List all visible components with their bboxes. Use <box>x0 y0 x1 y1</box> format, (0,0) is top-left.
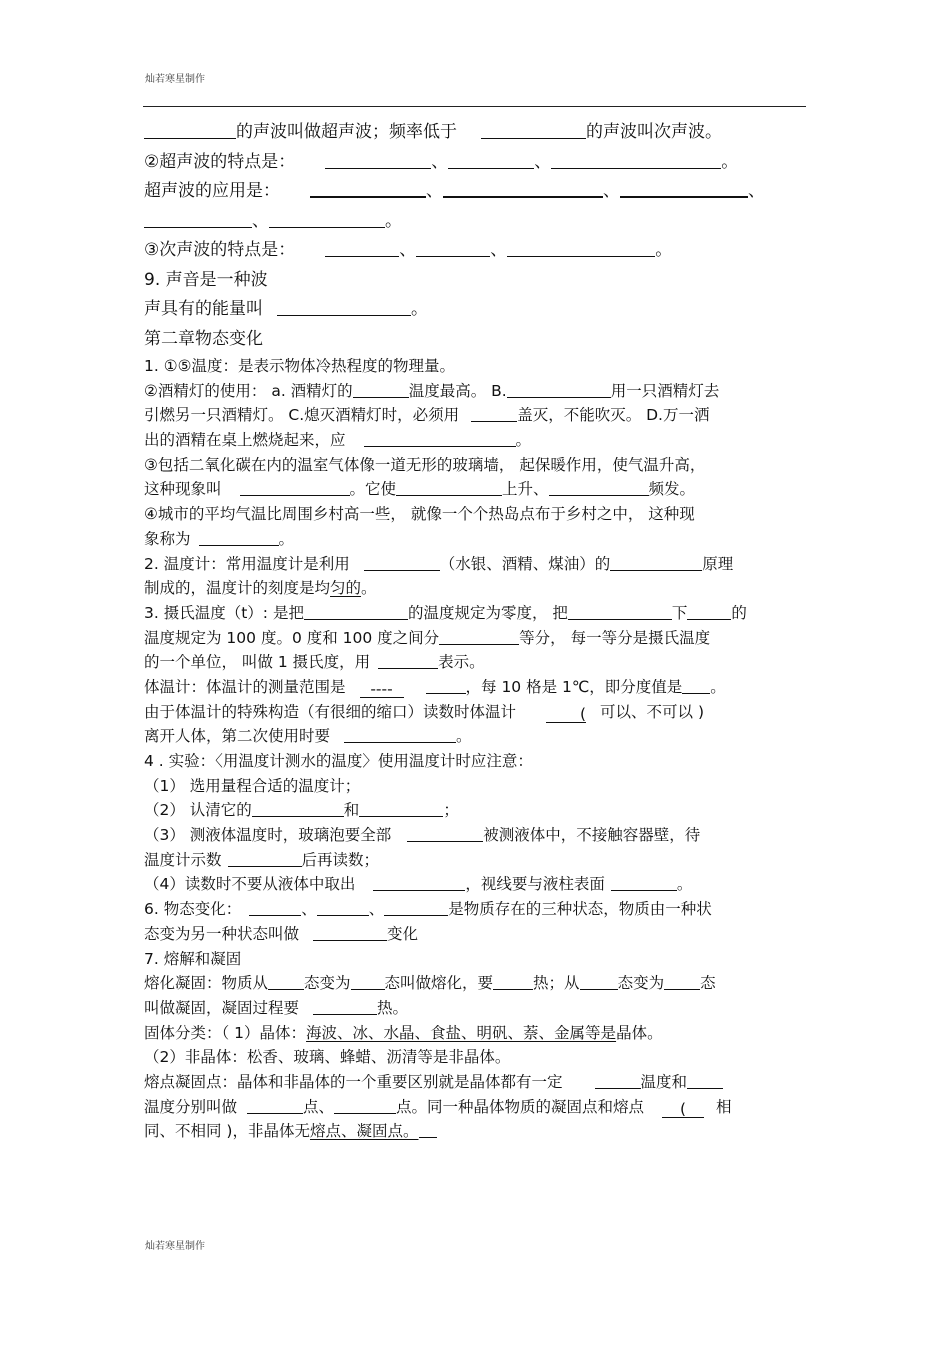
blank[interactable] <box>595 1072 641 1089</box>
blank[interactable] <box>481 122 586 139</box>
line-state-change-2: 态变为另一种状态叫做 变化 <box>144 924 419 943</box>
blank[interactable] <box>551 152 721 169</box>
line-celsius-2: 温度规定为 100 度。0 度和 100 度之间分 等分， 每一等分是摄氏温度 <box>144 628 711 647</box>
blank[interactable] <box>687 603 731 620</box>
blank[interactable] <box>344 726 456 743</box>
chapter-title: 第二章物态变化 <box>144 328 263 349</box>
line-alcohol-lamp: ②酒精灯的使用： a. 酒精灯的 温度最高。 B. 用一只酒精灯去 <box>144 381 720 400</box>
line-melting-point-2: 温度分别叫做 点、 点。同一种晶体物质的凝固点和熔点 ( 相 <box>144 1097 732 1118</box>
line-greenhouse-2: 这种现象叫 。它使 上升、 频发。 <box>144 480 696 499</box>
blank[interactable] <box>682 677 710 694</box>
line-melting-point-3: 同、不相同 )，非晶体无熔点、凝固点。 <box>144 1119 808 1144</box>
line-step-3: （3） 测液体温度时，玻璃泡要全部 被测液体中，不接触容器壁，待 <box>144 826 701 845</box>
line-alcohol-lamp-2: 引燃另一只酒精灯。 C.熄灭酒精灯时，必须用 盖灭，不能吹灭。 D.万一洒 <box>144 406 710 425</box>
footer-maker: 灿若寒星制作 <box>145 1241 205 1252</box>
blank[interactable] <box>364 554 440 571</box>
line-sound-wave: 9. 声音是一种波 <box>144 269 268 290</box>
blank[interactable] <box>351 973 385 990</box>
line-experiment: 4 . 实验：〈用温度计测水的温度〉使用温度计时应注意： <box>144 752 533 770</box>
line-melting-heading: 7. 熔解和凝固 <box>144 949 242 968</box>
header-rule <box>143 106 806 107</box>
line-amorphous: （2）非晶体：松香、玻璃、蜂蜡、沥清等是非晶体。 <box>144 1048 511 1067</box>
blank[interactable] <box>364 430 516 447</box>
line-clinical-thermometer-2: 由于体温计的特殊构造（有很细的缩口）读数时体温计 ( 可以、不可以 ) <box>144 702 704 723</box>
line-step-1: （1） 选用量程合适的温度计； <box>144 776 361 795</box>
line-state-change: 6. 物态变化： 、 、 是物质存在的三种状态，物质由一种状 <box>144 900 712 919</box>
blank[interactable] <box>611 874 677 891</box>
blank[interactable] <box>269 211 385 228</box>
blank[interactable]: ---- <box>360 681 404 698</box>
blank[interactable] <box>252 800 344 817</box>
blank[interactable] <box>610 554 702 571</box>
blank[interactable]: ( <box>546 706 586 723</box>
document-body <box>144 118 808 1144</box>
line-solid-classification: 固体分类：（ 1）晶体：海波、冰、水晶、食盐、明矾、萘、金属等是晶体。 <box>144 1023 663 1042</box>
blank[interactable] <box>448 152 534 169</box>
blank[interactable] <box>396 479 502 496</box>
blank[interactable] <box>144 211 252 228</box>
blank[interactable] <box>268 973 304 990</box>
line-ultrasound-applications-cont: 、 。 <box>144 207 808 237</box>
line-melting-point: 熔点凝固点：晶体和非晶体的一个重要区别就是晶体都有一定 温度和 <box>144 1070 808 1095</box>
blank[interactable] <box>580 973 618 990</box>
line-clinical-thermometer-3: 离开人体，第二次使用时要 。 <box>144 727 472 746</box>
blank[interactable] <box>304 603 408 620</box>
line-celsius-3: 的一个单位， 叫做 1 摄氏度，用 表示。 <box>144 653 485 672</box>
blank[interactable] <box>507 381 611 398</box>
blank[interactable] <box>277 299 411 316</box>
line-greenhouse: ③包括二氧化碳在内的温室气体像一道无形的玻璃墙， 起保暖作用，使气温升高， <box>144 455 706 474</box>
blank[interactable] <box>325 240 399 257</box>
blank[interactable] <box>247 1097 303 1114</box>
line-ultrasound-features: ②超声波的特点是： 、 、 。 <box>144 151 739 172</box>
line-sound-energy: 声具有的能量叫 。 <box>144 299 428 319</box>
line-ultrasound-definition: 的声波叫做超声波；频率低于 的声波叫次声波。 <box>144 118 808 148</box>
blank[interactable] <box>443 180 603 198</box>
blank[interactable] <box>378 652 438 669</box>
blank[interactable] <box>373 874 465 891</box>
blank[interactable] <box>199 529 279 546</box>
blank[interactable] <box>407 825 483 842</box>
blank[interactable] <box>317 899 369 916</box>
blank[interactable] <box>493 973 533 990</box>
blank[interactable] <box>310 180 426 198</box>
line-step-3-cont: 温度计示数 后再读数； <box>144 850 380 869</box>
line-melting-2: 叫做凝固，凝固过程要 热。 <box>144 998 409 1017</box>
blank[interactable] <box>419 1121 437 1138</box>
line-clinical-thermometer: 体温计：体温计的测量范围是 ---- ，每 10 格是 1℃，即分度值是 。 <box>144 677 726 698</box>
blank[interactable] <box>384 899 448 916</box>
blank[interactable] <box>249 899 301 916</box>
header-maker: 灿若寒星制作 <box>145 74 205 85</box>
line-heat-island-2: 象称为 。 <box>144 529 295 548</box>
blank[interactable] <box>471 405 517 422</box>
line-melting: 熔化凝固：物质从 态变为 态叫做熔化，要 热；从 态变为 态 <box>144 974 716 993</box>
blank[interactable] <box>664 973 700 990</box>
line-thermometer: 2. 温度计：常用温度计是利用 （水银、酒精、煤油）的 原理 <box>144 554 734 573</box>
blank[interactable] <box>353 381 409 398</box>
line-step-4: （4）读数时不要从液体中取出 ，视线要与液柱表面 。 <box>144 875 693 894</box>
blank[interactable] <box>334 1097 396 1114</box>
blank[interactable] <box>620 180 748 198</box>
line-temperature: 1. ①⑤温度：是表示物体冷热程度的物理量。 <box>144 357 456 375</box>
line-alcohol-lamp-3: 出的酒精在桌上燃烧起来，应 。 <box>144 431 532 450</box>
blank[interactable] <box>568 603 672 620</box>
blank[interactable]: ( <box>662 1101 704 1118</box>
blank[interactable] <box>325 152 431 169</box>
blank[interactable] <box>240 479 350 496</box>
line-step-2: （2） 认清它的 和 ； <box>144 801 459 820</box>
line-heat-island: ④城市的平均气温比周围乡村高一些， 就像一个个热岛点布于乡村之中， 这种现 <box>144 505 695 524</box>
blank[interactable] <box>687 1072 723 1089</box>
blank[interactable] <box>313 998 377 1015</box>
blank[interactable] <box>426 677 466 694</box>
blank[interactable] <box>228 850 302 867</box>
line-infrasound-features: ③次声波的特点是： 、 、 。 <box>144 240 673 260</box>
blank[interactable] <box>359 800 443 817</box>
blank[interactable] <box>144 122 236 139</box>
blank[interactable] <box>549 479 649 496</box>
line-ultrasound-applications: 超声波的应用是： 、 、 、 <box>144 181 765 201</box>
line-celsius: 3. 摄氏温度（t）: 是把 的温度规定为零度， 把 下 的 <box>144 603 747 622</box>
blank[interactable] <box>313 924 387 941</box>
line-thermometer-2: 制成的，温度计的刻度是均匀的。 <box>144 579 377 598</box>
blank[interactable] <box>439 628 519 645</box>
blank[interactable] <box>507 240 655 257</box>
blank[interactable] <box>416 240 490 257</box>
